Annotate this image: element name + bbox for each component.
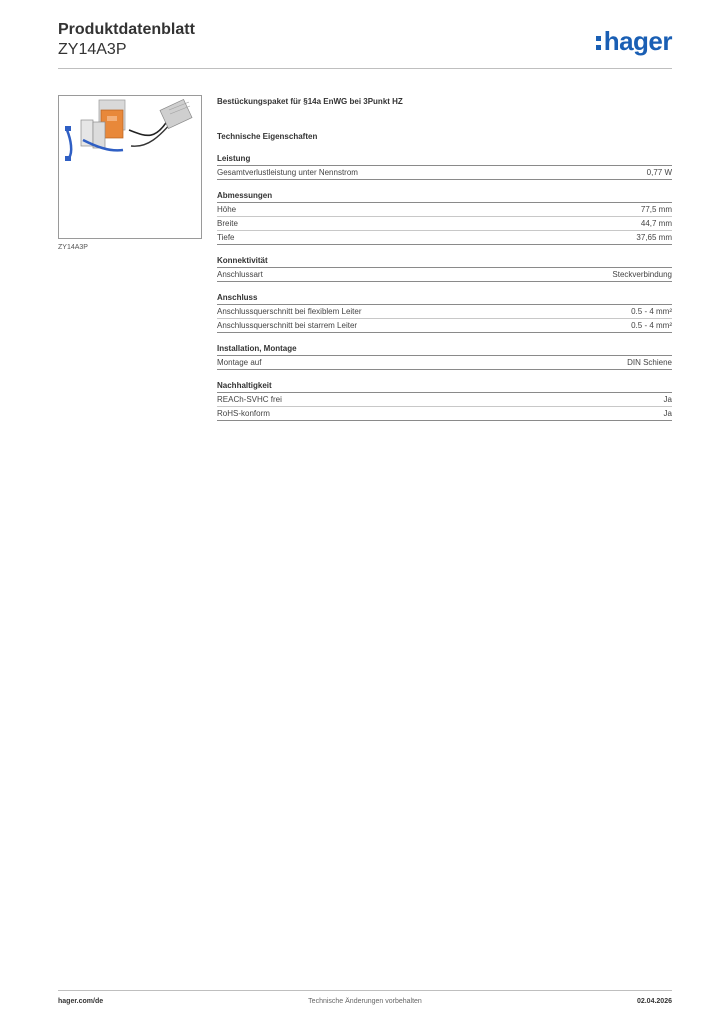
section-title: Konnektivität xyxy=(217,254,672,268)
spec-row xyxy=(217,319,672,333)
tech-properties-heading: Technische Eigenschaften xyxy=(217,132,318,141)
section-anschluss xyxy=(217,291,672,333)
spec-value: 37,65 mm xyxy=(636,233,672,242)
spec-row xyxy=(217,305,672,319)
product-photo-icon xyxy=(59,96,201,238)
section-abmessungen xyxy=(217,189,672,245)
spec-label: Anschlussquerschnitt bei starrem Leiter xyxy=(217,321,358,330)
document-title: Produktdatenblatt xyxy=(58,21,195,38)
section-title: Abmessungen xyxy=(217,189,672,203)
spec-value: 44,7 mm xyxy=(640,219,672,228)
spec-label: Anschlussquerschnitt bei flexiblem Leiter xyxy=(217,307,362,316)
section-title: Nachhaltigkeit xyxy=(217,379,672,393)
spec-label: Höhe xyxy=(217,205,237,214)
spec-value: DIN Schiene xyxy=(627,358,672,367)
product-image-caption: ZY14A3P xyxy=(58,244,88,251)
spec-row xyxy=(217,268,672,282)
spec-value: 0,77 W xyxy=(646,168,672,177)
section-konnektivitaet xyxy=(217,254,672,282)
spec-label: Anschlussart xyxy=(217,270,263,279)
spec-content xyxy=(217,96,672,421)
footer-divider xyxy=(58,990,672,991)
footer-date: 02.04.2026 xyxy=(636,998,672,1005)
product-name: Bestückungspaket für §14a EnWG bei 3Punkt HZ xyxy=(217,97,403,106)
product-image xyxy=(58,95,202,239)
spec-value: Ja xyxy=(663,409,672,418)
spec-label: Montage auf xyxy=(217,358,262,367)
hager-logo xyxy=(596,26,672,56)
spec-label: Tiefe xyxy=(217,233,235,242)
logo-text: hager xyxy=(603,26,672,56)
spec-label: Gesamtverlustleistung unter Nennstrom xyxy=(217,168,358,177)
page-footer xyxy=(58,998,672,1010)
section-title: Installation, Montage xyxy=(217,342,672,356)
spec-row xyxy=(217,393,672,407)
section-title: Anschluss xyxy=(217,291,672,305)
header-divider xyxy=(58,68,672,69)
spec-value: 77,5 mm xyxy=(640,205,672,214)
spec-value: Steckverbindung xyxy=(612,270,672,279)
spec-row xyxy=(217,231,672,245)
footer-notice: Technische Änderungen vorbehalten xyxy=(308,998,422,1005)
spec-row xyxy=(217,407,672,421)
spec-value: 0.5 - 4 mm² xyxy=(631,307,672,316)
spec-label: RoHS-konform xyxy=(217,409,270,418)
section-title: Leistung xyxy=(217,152,672,166)
section-leistung xyxy=(217,152,672,180)
spec-row xyxy=(217,217,672,231)
section-nachhaltigkeit xyxy=(217,379,672,421)
spec-row xyxy=(217,203,672,217)
spec-label: Breite xyxy=(217,219,238,228)
section-installation-montage xyxy=(217,342,672,370)
spec-row xyxy=(217,166,672,180)
footer-website-link[interactable]: hager.com/de xyxy=(58,998,104,1005)
product-code: ZY14A3P xyxy=(58,41,127,58)
logo-dots-icon xyxy=(596,32,602,52)
spec-value: Ja xyxy=(663,395,672,404)
spec-row xyxy=(217,356,672,370)
spec-value: 0.5 - 4 mm² xyxy=(631,321,672,330)
spec-label: REACh-SVHC frei xyxy=(217,395,282,404)
document-header xyxy=(58,20,195,60)
